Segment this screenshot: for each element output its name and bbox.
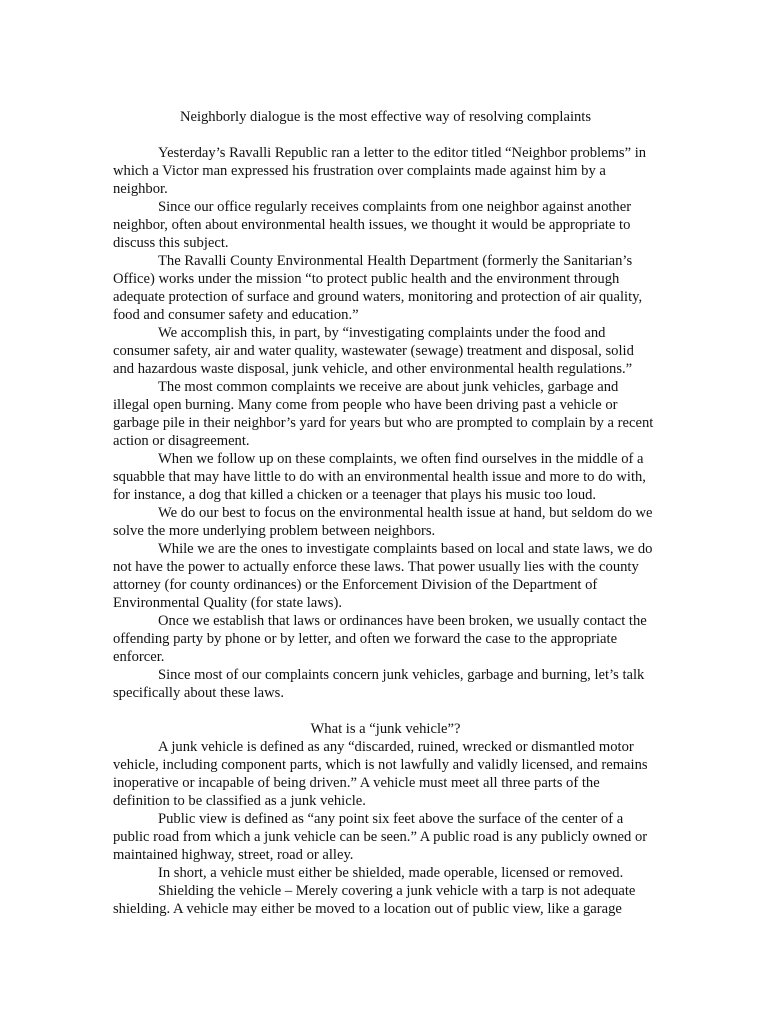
paragraph: Since our office regularly receives complaints from one neighbor against another neighbor, often about environmental health issues, we thought it would be appropriate to discuss this subject.	[113, 199, 632, 251]
paragraph: Public view is defined as “any point six feet above the surface of the center of a public road from which a junk vehicle can be seen.” A public road is any publicly owned or maintained highway, street, road or alley.	[113, 811, 648, 863]
document-body	[113, 108, 658, 918]
paragraph: A junk vehicle is defined as any “discarded, ruined, wrecked or dismantled motor vehicle, including component parts, which is not lawfully and validly licensed, and remains inoperative or incapable of being driven.” A vehicle must meet all three parts of the definition to be classified as a junk vehicle.	[113, 739, 648, 809]
paragraph: When we follow up on these complaints, we often find ourselves in the middle of a squabble that may have little to do with an environmental health issue and more to do with, for instance, a dog that killed a chicken or a teenager that plays his music too loud.	[113, 451, 646, 503]
paragraph: Yesterday’s Ravalli Republic ran a letter to the editor titled “Neighbor problems” in which a Victor man expressed his frustration over complaints made against him by a neighbor.	[113, 145, 647, 197]
paragraph: The most common complaints we receive are about junk vehicles, garbage and illegal open burning. Many come from people who have been driving past a vehicle or garbage pile in their neighbor’s yard for years but who are prompted to complain by a recent action or disagreement.	[113, 379, 654, 449]
document-title: Neighborly dialogue is the most effective way of resolving complaints	[179, 109, 592, 125]
paragraph: Once we establish that laws or ordinances have been broken, we usually contact the offending party by phone or by letter, and often we forward the case to the appropriate enforcer.	[113, 613, 647, 665]
paragraph: While we are the ones to investigate complaints based on local and state laws, we do not have the power to actually enforce these laws. That power usually lies with the county attorney (for county ordinances) or the Enforcement Division of the Department of Environmental Quality (for state laws).	[113, 541, 653, 611]
paragraph: In short, a vehicle must either be shielded, made operable, licensed or removed.	[158, 865, 624, 881]
paragraph: We do our best to focus on the environmental health issue at hand, but seldom do we solve the more underlying problem between neighbors.	[113, 505, 653, 539]
paragraph: The Ravalli County Environmental Health Department (formerly the Sanitarian’s Office) works under the mission “to protect public health and the environment through adequate protection of surface and ground waters, monitoring and protection of air quality, food and consumer safety and education.”	[113, 253, 643, 323]
paragraph: Since most of our complaints concern junk vehicles, garbage and burning, let’s talk specifically about these laws.	[113, 667, 645, 701]
section-heading: What is a “junk vehicle”?	[310, 721, 461, 737]
paragraph: Shielding the vehicle – Merely covering a junk vehicle with a tarp is not adequate shielding. A vehicle may either be moved to a location out of public view, like a garage	[113, 883, 636, 917]
paragraph: We accomplish this, in part, by “investigating complaints under the food and consumer safety, air and water quality, wastewater (sewage) treatment and disposal, solid and hazardous waste disposal, junk vehicle, and other environmental health regulations.”	[113, 325, 634, 377]
